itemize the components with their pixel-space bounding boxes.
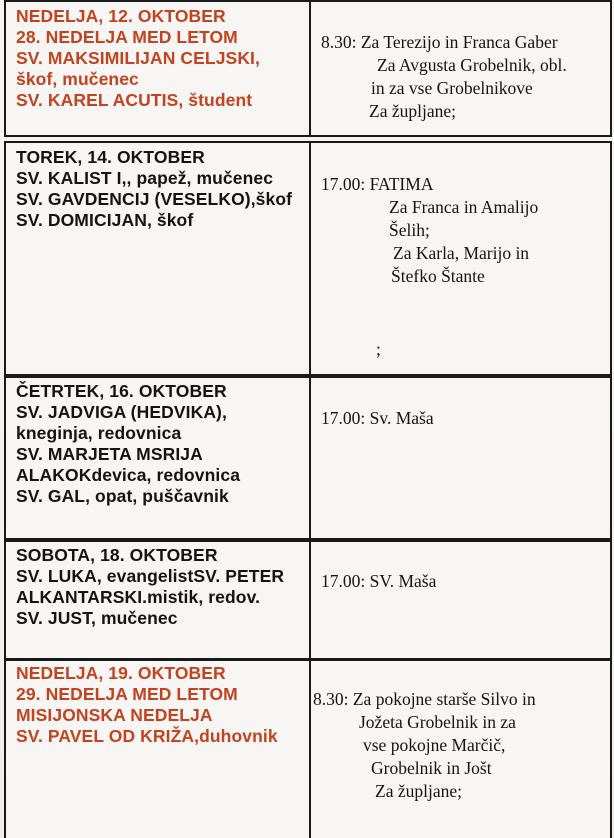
day-cell xyxy=(6,2,311,135)
schedule-row-tuesday-14 xyxy=(4,141,612,376)
liturgical-week: 29. NEDELJA MED LETOM xyxy=(16,684,238,704)
mass-cell xyxy=(311,378,610,538)
day-title: SOBOTA, 18. OKTOBER xyxy=(16,545,218,565)
day-cell xyxy=(6,378,311,538)
saint-line: škof, mučenec xyxy=(16,69,139,89)
day-title: NEDELJA, 12. OKTOBER xyxy=(16,6,226,26)
mass-intention: ; xyxy=(376,339,381,359)
day-cell xyxy=(6,661,311,838)
mass-intention: Za Franca in Amalijo xyxy=(389,197,539,217)
liturgical-week: 28. NEDELJA MED LETOM xyxy=(16,27,238,47)
saint-line: MISIJONSKA NEDELJA xyxy=(16,705,213,725)
schedule-row-sunday-12 xyxy=(4,0,612,137)
mass-intention: Za Karla, Marijo in xyxy=(393,243,530,263)
saint-line: SV. PAVEL OD KRIŽA,duhovnik xyxy=(16,726,278,746)
mass-intention: Za župljane; xyxy=(375,781,462,801)
saint-line: SV. MAKSIMILIJAN CELJSKI, xyxy=(16,48,260,68)
day-title: NEDELJA, 19. OKTOBER xyxy=(16,663,226,683)
saint-line: SV. GAL, opat, puščavnik xyxy=(16,486,229,506)
mass-cell xyxy=(311,542,610,658)
mass-intention: 8.30: Za pokojne starše Silvo in xyxy=(313,689,536,709)
saint-line: SV. KAREL ACUTIS, študent xyxy=(16,90,253,110)
schedule-row-sunday-19 xyxy=(4,659,612,838)
mass-intention: Za župljane; xyxy=(369,101,456,121)
mass-intention: Za Avgusta Grobelnik, obl. xyxy=(377,55,567,75)
day-title: TOREK, 14. OKTOBER xyxy=(16,147,205,167)
saint-line: SV. DOMICIJAN, škof xyxy=(16,210,194,230)
day-cell xyxy=(6,542,311,658)
saint-line: SV. MARJETA MSRIJA xyxy=(16,444,203,464)
mass-intention: Šelih; xyxy=(389,220,430,240)
saint-line: SV. JUST, mučenec xyxy=(16,608,178,628)
mass-intention: vse pokojne Marčič, xyxy=(363,735,506,755)
day-cell xyxy=(6,143,311,374)
saint-line: SV. GAVDENCIJ (VESELKO),škof xyxy=(16,189,293,209)
saint-line: ALAKOKdevica, redovnica xyxy=(16,465,241,485)
mass-cell xyxy=(311,661,610,838)
saint-line: ALKANTARSKI.mistik, redov. xyxy=(16,587,261,607)
saint-line: SV. LUKA, evangelistSV. PETER xyxy=(16,566,285,586)
mass-intention: Štefko Štante xyxy=(391,266,485,286)
schedule-row-thursday-16 xyxy=(4,376,612,540)
mass-intention: 17.00: FATIMA xyxy=(321,174,434,194)
schedule-row-saturday-18 xyxy=(4,540,612,660)
mass-intention: 17.00: Sv. Maša xyxy=(321,408,434,428)
day-title: ČETRTEK, 16. OKTOBER xyxy=(16,381,227,401)
mass-intention: Grobelnik in Jošt xyxy=(371,758,492,778)
saint-line: SV. KALIST I,, papež, mučenec xyxy=(16,168,274,188)
mass-intention: 8.30: Za Terezijo in Franca Gaber xyxy=(321,32,558,52)
mass-intention: Jožeta Grobelnik in za xyxy=(359,712,516,732)
mass-intention: 17.00: SV. Maša xyxy=(321,571,437,591)
saint-line: SV. JADVIGA (HEDVIKA), xyxy=(16,402,227,422)
mass-intention: in za vse Grobelnikove xyxy=(371,78,533,98)
mass-cell xyxy=(311,143,610,374)
saint-line: kneginja, redovnica xyxy=(16,423,182,443)
mass-cell xyxy=(311,2,610,135)
